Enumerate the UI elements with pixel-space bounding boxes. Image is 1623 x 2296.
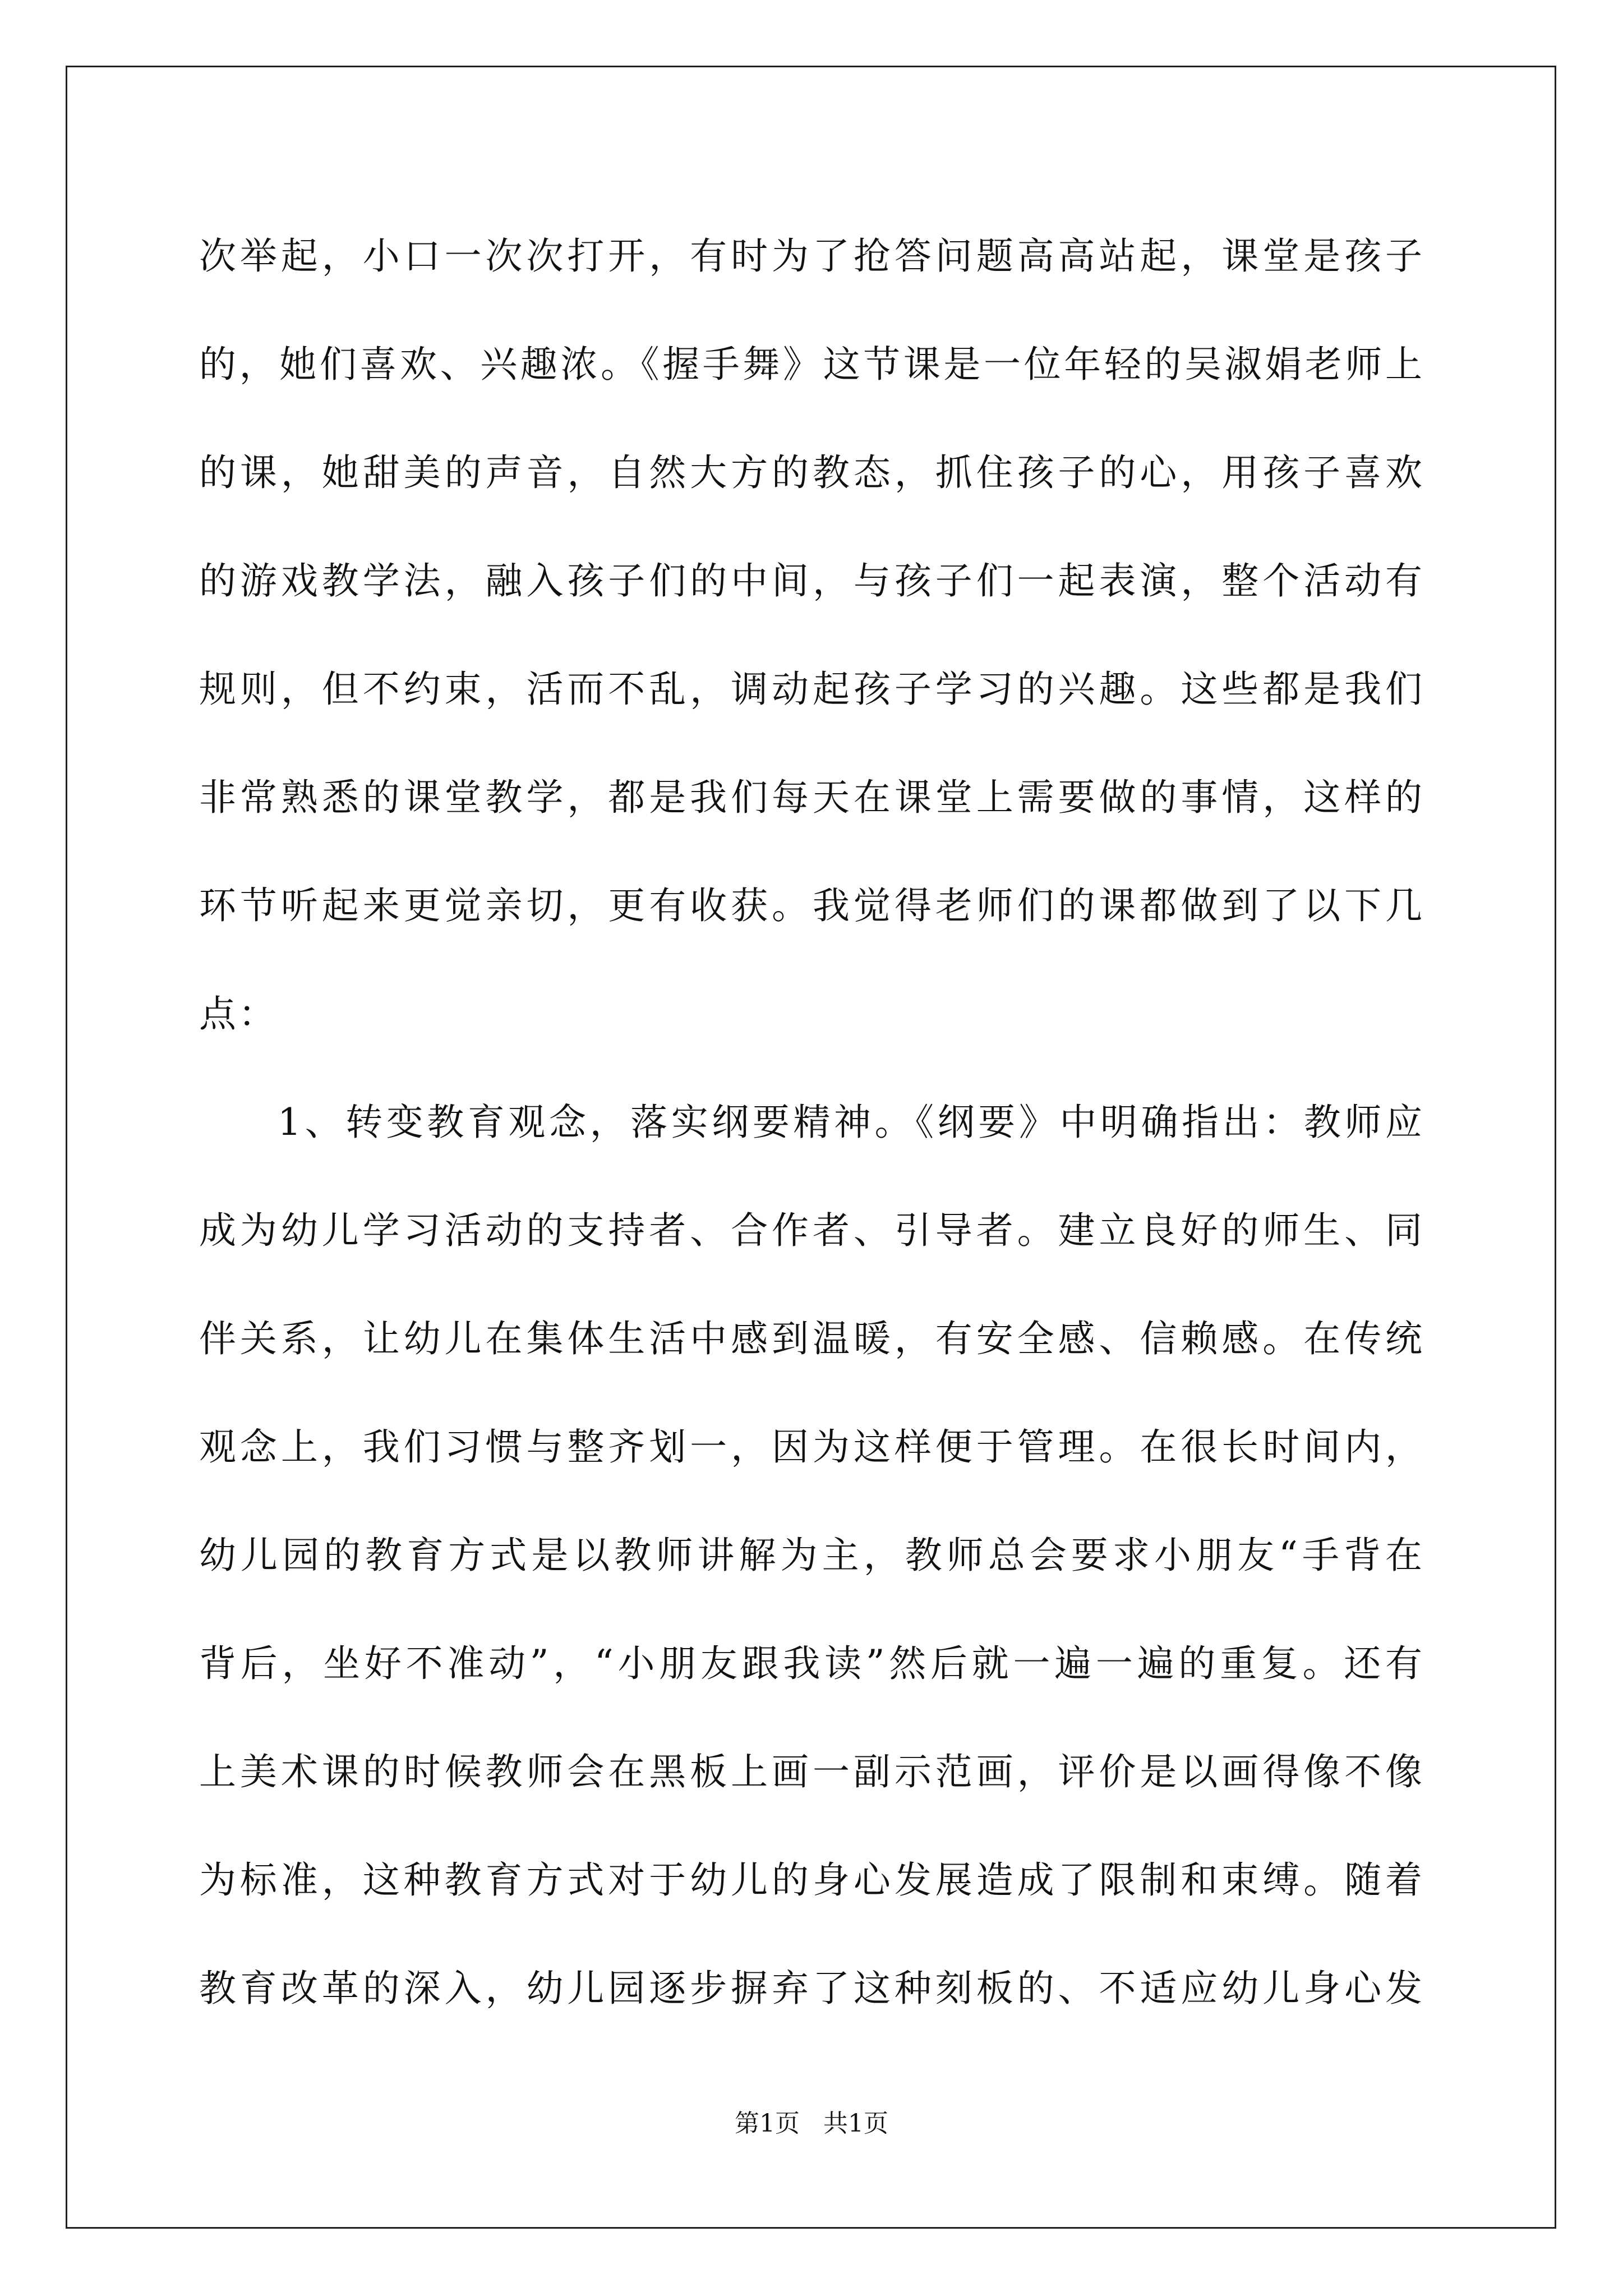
text-line: 的课，她甜美的声音，自然大方的教态，抓住孩子的心，用孩子喜欢	[199, 451, 1424, 494]
text-line: 上美术课的时候教师会在黑板上画一副示范画，评价是以画得像不像	[199, 1750, 1424, 1793]
text-line: 1、转变教育观念，落实纲要精神。《纲要》中明确指出：教师应	[278, 1101, 1424, 1144]
text-line: 幼儿园的教育方式是以教师讲解为主，教师总会要求小朋友“手背在	[199, 1534, 1424, 1577]
text-line: 规则，但不约束，活而不乱，调动起孩子学习的兴趣。这些都是我们	[199, 668, 1424, 711]
document-body	[199, 202, 1424, 2042]
text-line: 背后，坐好不准动”，“小朋友跟我读”然后就一遍一遍的重复。还有	[199, 1642, 1424, 1685]
text-line: 成为幼儿学习活动的支持者、合作者、引导者。建立良好的师生、同	[199, 1209, 1424, 1252]
text-line: 伴关系，让幼儿在集体生活中感到温暖，有安全感、信赖感。在传统	[199, 1317, 1424, 1360]
text-line: 次举起，小口一次次打开，有时为了抢答问题高高站起，课堂是孩子	[199, 234, 1424, 278]
text-line: 为标准，这种教育方式对于幼儿的身心发展造成了限制和束缚。随着	[199, 1858, 1424, 1902]
text-line: 非常熟悉的课堂教学，都是我们每天在课堂上需要做的事情，这样的	[199, 776, 1424, 819]
text-line: 的游戏教学法，融入孩子们的中间，与孩子们一起表演，整个活动有	[199, 559, 1424, 602]
text-line: 的，她们喜欢、兴趣浓。《握手舞》这节课是一位年轻的吴淑娟老师上	[199, 343, 1424, 386]
text-line: 观念上，我们习惯与整齐划一，因为这样便于管理。在很长时间内，	[199, 1425, 1424, 1469]
text-line: 教育改革的深入，幼儿园逐步摒弃了这种刻板的、不适应幼儿身心发	[199, 1967, 1424, 2010]
text-line: 点：	[199, 992, 278, 1036]
page-number-footer: 第1页 共1页	[735, 2109, 888, 2138]
text-line: 环节听起来更觉亲切，更有收获。我觉得老师们的课都做到了以下几	[199, 884, 1424, 927]
